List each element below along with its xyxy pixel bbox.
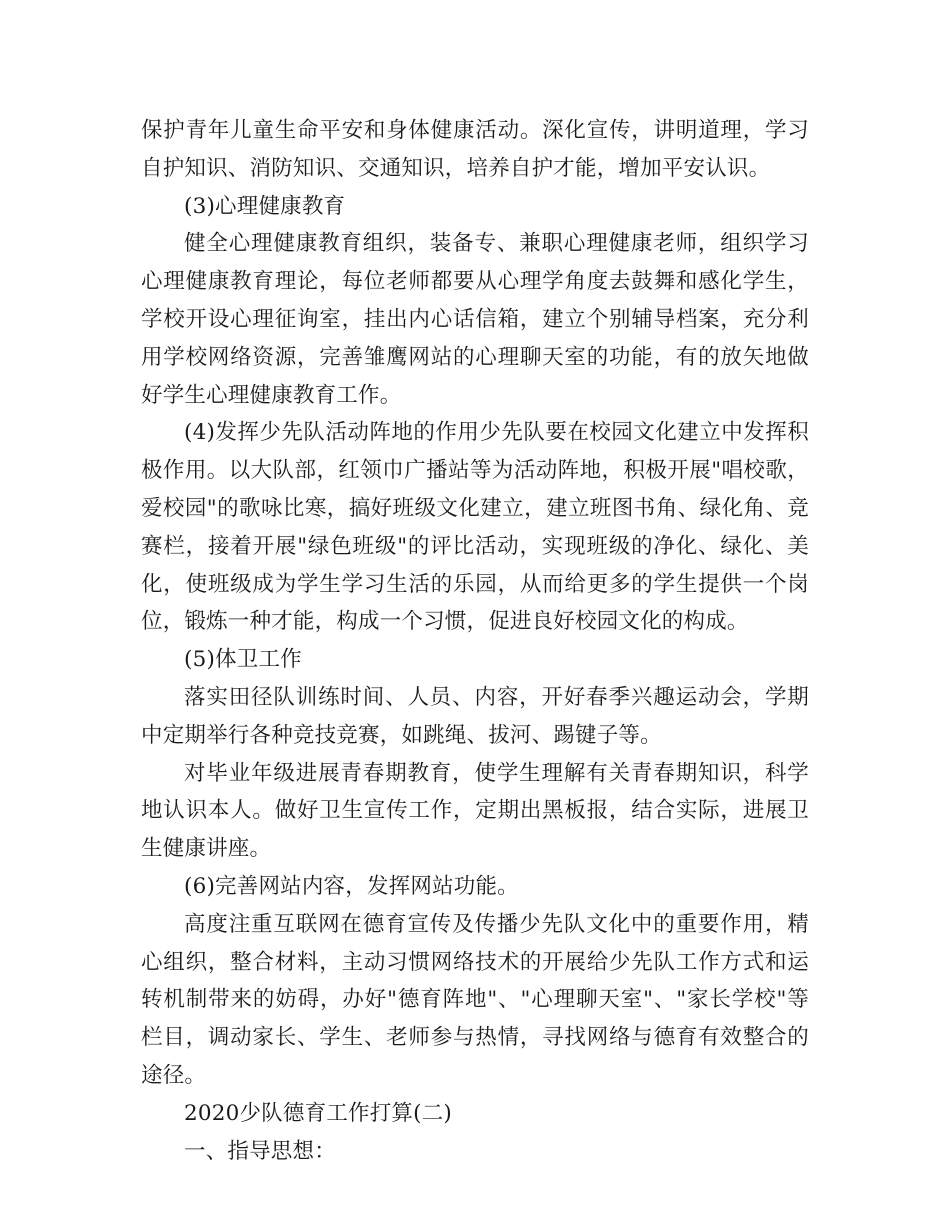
paragraph <box>141 225 809 414</box>
paragraph-line: 化，使班级成为学生学习生活的乐园，从而给更多的学生提供一个岗 <box>141 571 809 597</box>
paragraph <box>141 188 809 226</box>
paragraph-line: 自护知识、消防知识、交通知识，培养自护才能，增加平安认识。 <box>141 155 771 181</box>
paragraph-line: (6)完善网站内容，发挥网站功能。 <box>184 873 519 899</box>
paragraph <box>141 641 809 679</box>
paragraph-line: (4)发挥少先队活动阵地的作用少先队要在校园文化建立中发挥积 <box>184 420 809 446</box>
paragraph-line: (5)体卫工作 <box>184 647 302 673</box>
paragraph-line: 心理健康教育理论，每位老师都要从心理学角度去鼓舞和感化学生， <box>141 269 809 295</box>
paragraph-line: 地认识本人。做好卫生宣传工作，定期出黑板报，结合实际，进展卫 <box>141 798 809 824</box>
paragraph-line: 保护青年儿童生命平安和身体健康活动。深化宣传，讲明道理，学习 <box>141 118 809 143</box>
paragraph-line: 赛栏，接着开展"绿色班级"的评比活动，实现班级的净化、绿化、美 <box>141 533 809 559</box>
paragraph <box>141 414 809 641</box>
paragraph <box>141 1133 809 1171</box>
paragraph-line: 转机制带来的妨碍，办好"德育阵地"、"心理聊天室"、"家长学校"等 <box>141 987 809 1013</box>
paragraph-line: 学校开设心理征询室，挂出内心话信箱，建立个别辅导档案，充分利 <box>141 306 809 332</box>
document-body <box>141 112 809 1170</box>
paragraph <box>141 755 809 868</box>
paragraph-line: 用学校网络资源，完善雏鹰网站的心理聊天室的功能，有的放矢地做 <box>141 344 809 370</box>
paragraph-line: 中定期举行各种竞技竞赛，如跳绳、拔河、踢键子等。 <box>141 722 662 748</box>
paragraph <box>141 112 809 188</box>
paragraph-line: (3)心理健康教育 <box>184 193 346 219</box>
paragraph-line: 一、指导思想： <box>184 1138 336 1164</box>
paragraph-line: 健全心理健康教育组织，装备专、兼职心理健康老师，组织学习 <box>184 231 809 257</box>
paragraph <box>141 1095 809 1133</box>
paragraph-line: 落实田径队训练时间、人员、内容，开好春季兴趣运动会，学期 <box>184 684 809 710</box>
paragraph <box>141 868 809 906</box>
paragraph-line: 2020少队德育工作打算(二) <box>184 1100 452 1126</box>
paragraph <box>141 906 809 1095</box>
paragraph <box>141 679 809 755</box>
paragraph-line: 高度注重互联网在德育宣传及传播少先队文化中的重要作用，精 <box>184 911 809 937</box>
paragraph-line: 爱校园"的歌咏比寒，搞好班级文化建立，建立班图书角、绿化角、竞 <box>141 495 809 521</box>
paragraph-line: 栏目，调动家长、学生、老师参与热情，寻找网络与德育有效整合的 <box>141 1025 809 1051</box>
paragraph-line: 极作用。以大队部，红领巾广播站等为活动阵地，积极开展"唱校歌， <box>141 458 809 484</box>
paragraph-line: 好学生心理健康教育工作。 <box>141 382 402 408</box>
paragraph-line: 位，锻炼一种才能，构成一个习惯，促进良好校园文化的构成。 <box>141 609 749 635</box>
paragraph-line: 对毕业年级进展青春期教育，使学生理解有关青春期知识，科学 <box>184 760 809 786</box>
paragraph-line: 生健康讲座。 <box>141 836 272 862</box>
paragraph-line: 心组织，整合材料，主动习惯网络技术的开展给少先队工作方式和运 <box>141 949 809 975</box>
paragraph-line: 途径。 <box>141 1062 207 1088</box>
